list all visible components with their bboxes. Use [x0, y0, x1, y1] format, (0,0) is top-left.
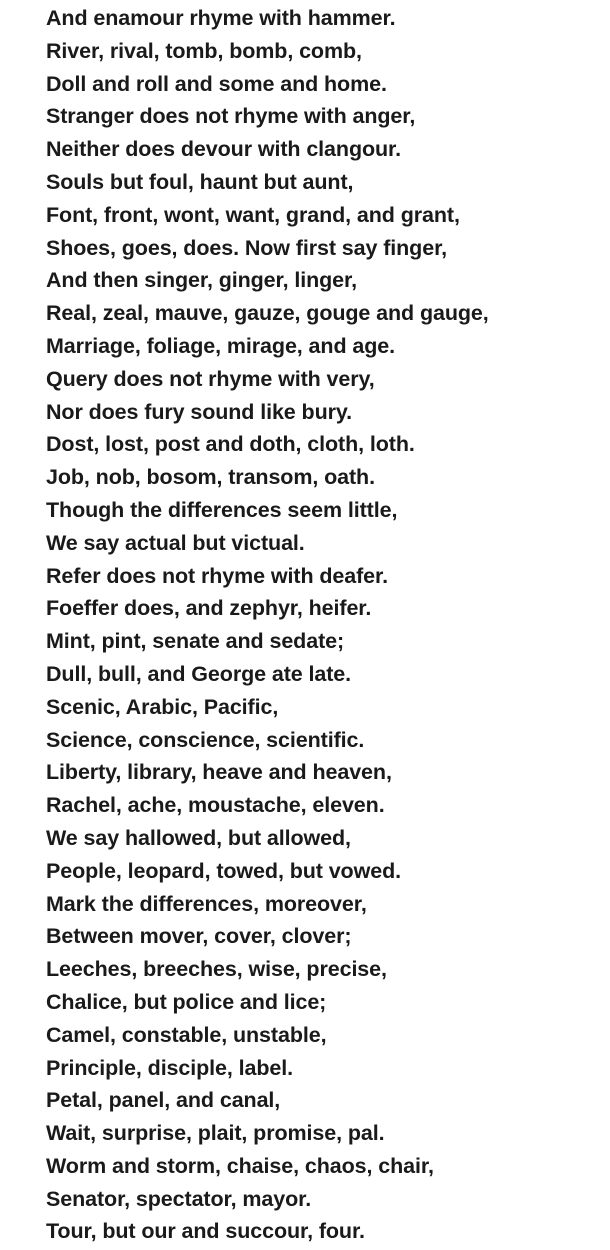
poem-line: And then singer, ginger, linger,	[46, 268, 357, 293]
poem-line: Refer does not rhyme with deafer.	[46, 563, 388, 588]
poem-line: Rachel, ache, moustache, eleven.	[46, 793, 385, 818]
poem-line: Petal, panel, and canal,	[46, 1088, 281, 1113]
poem-line: Principle, disciple, label.	[46, 1055, 294, 1080]
poem-line: We say hallowed, but allowed,	[46, 825, 351, 850]
poem-line: Wait, surprise, plait, promise, pal.	[46, 1121, 385, 1146]
poem-text	[46, 2, 489, 1248]
poem-line: Between mover, cover, clover;	[46, 924, 352, 949]
poem-line: Job, nob, bosom, transom, oath.	[46, 465, 375, 490]
poem-line: Chalice, but police and lice;	[46, 989, 327, 1014]
poem-line: Souls but foul, haunt but aunt,	[46, 169, 354, 194]
poem-line: Mark the differences, moreover,	[46, 891, 367, 916]
poem-line: Real, zeal, mauve, gauze, gouge and gauge,	[46, 301, 489, 326]
poem-line: Scenic, Arabic, Pacific,	[46, 694, 279, 719]
poem-line: Font, front, wont, want, grand, and grant,	[46, 202, 460, 227]
poem-line: Camel, constable, unstable,	[46, 1022, 327, 1047]
poem-line: Dost, lost, post and doth, cloth, loth.	[46, 432, 415, 457]
poem-line: Marriage, foliage, mirage, and age.	[46, 333, 395, 358]
poem-line: Worm and storm, chaise, chaos, chair,	[46, 1153, 434, 1178]
poem-line: Science, conscience, scientific.	[46, 727, 365, 752]
poem-line: And enamour rhyme with hammer.	[46, 6, 396, 30]
poem-line: People, leopard, towed, but vowed.	[46, 858, 401, 883]
poem-line: Doll and roll and some and home.	[46, 71, 387, 96]
poem-line: Though the differences seem little,	[46, 497, 398, 522]
poem-line: Tour, but our and succour, four.	[46, 1219, 365, 1244]
poem-line: Senator, spectator, mayor.	[46, 1186, 312, 1211]
poem-line: Query does not rhyme with very,	[46, 366, 375, 391]
poem-line: Dull, bull, and George ate late.	[46, 661, 352, 686]
poem-line: Shoes, goes, does. Now first say finger,	[46, 235, 448, 260]
poem-line: Liberty, library, heave and heaven,	[46, 760, 392, 785]
poem-line: Leeches, breeches, wise, precise,	[46, 957, 387, 982]
poem-line: Neither does devour with clangour.	[46, 137, 401, 162]
poem-line: River, rival, tomb, bomb, comb,	[46, 38, 362, 63]
poem-line: Stranger does not rhyme with anger,	[46, 104, 416, 129]
poem-line: We say actual but victual.	[46, 530, 305, 555]
poem-line: Nor does fury sound like bury.	[46, 399, 353, 424]
poem-line: Mint, pint, senate and sedate;	[46, 629, 345, 654]
poem-line: Foeffer does, and zephyr, heifer.	[46, 596, 372, 621]
